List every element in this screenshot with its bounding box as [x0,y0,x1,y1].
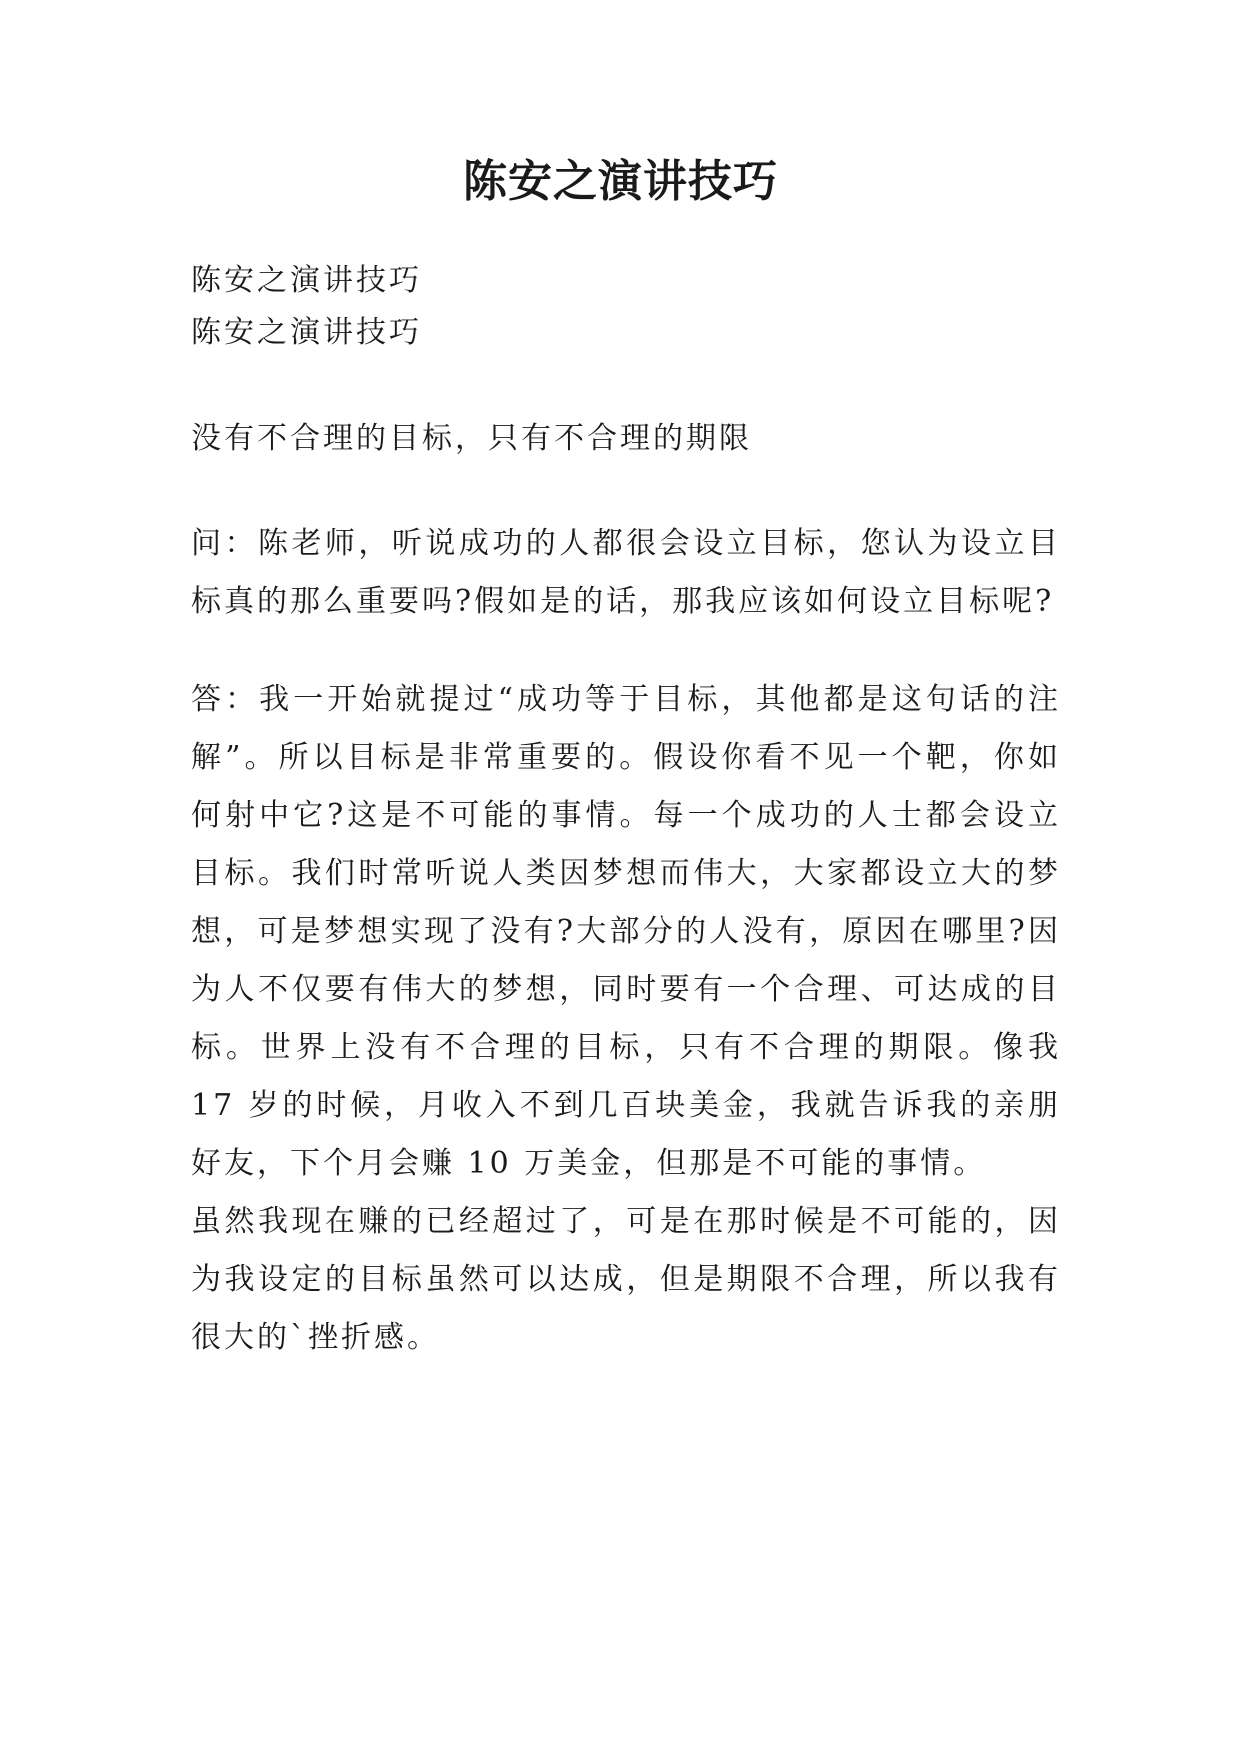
heading-statement: 没有不合理的目标，只有不合理的期限 [191,421,752,456]
subtitle-line: 陈安之演讲技巧 [191,315,422,350]
subtitle-line: 陈安之演讲技巧 [191,263,422,298]
answer-paragraph: 答：我一开始就提过“成功等于目标，其他都是这句话的注解”。所以目标是非常重要的。假设你看不见一个靶，你如何射中它?这是不可能的事情。每一个成功的人士都会设立目标。我们时常听说人类因梦想而伟大，大家都设立大的梦想，可是梦想实现了没有?大部分的人没有，原因在哪里?因为人不仅要有伟大的梦想，同时要有一个合理、可达成的目标。世界上没有不合理的目标，只有不合理的期限。像我 17 岁的时候，月收入不到几百块美金，我就告诉我的亲朋好友，下个月会赚 10 万美金，但那是不可能的事情。 [191,682,1061,1181]
question-paragraph: 问：陈老师，听说成功的人都很会设立目标，您认为设立目标真的那么重要吗?假如是的话，那我应该如何设立目标呢? [191,526,1061,619]
document-title: 陈安之演讲技巧 [463,156,778,207]
closing-paragraph: 虽然我现在赚的已经超过了，可是在那时候是不可能的，因为我设定的目标虽然可以达成，但是期限不合理，所以我有很大的`挫折感。 [191,1204,1061,1355]
